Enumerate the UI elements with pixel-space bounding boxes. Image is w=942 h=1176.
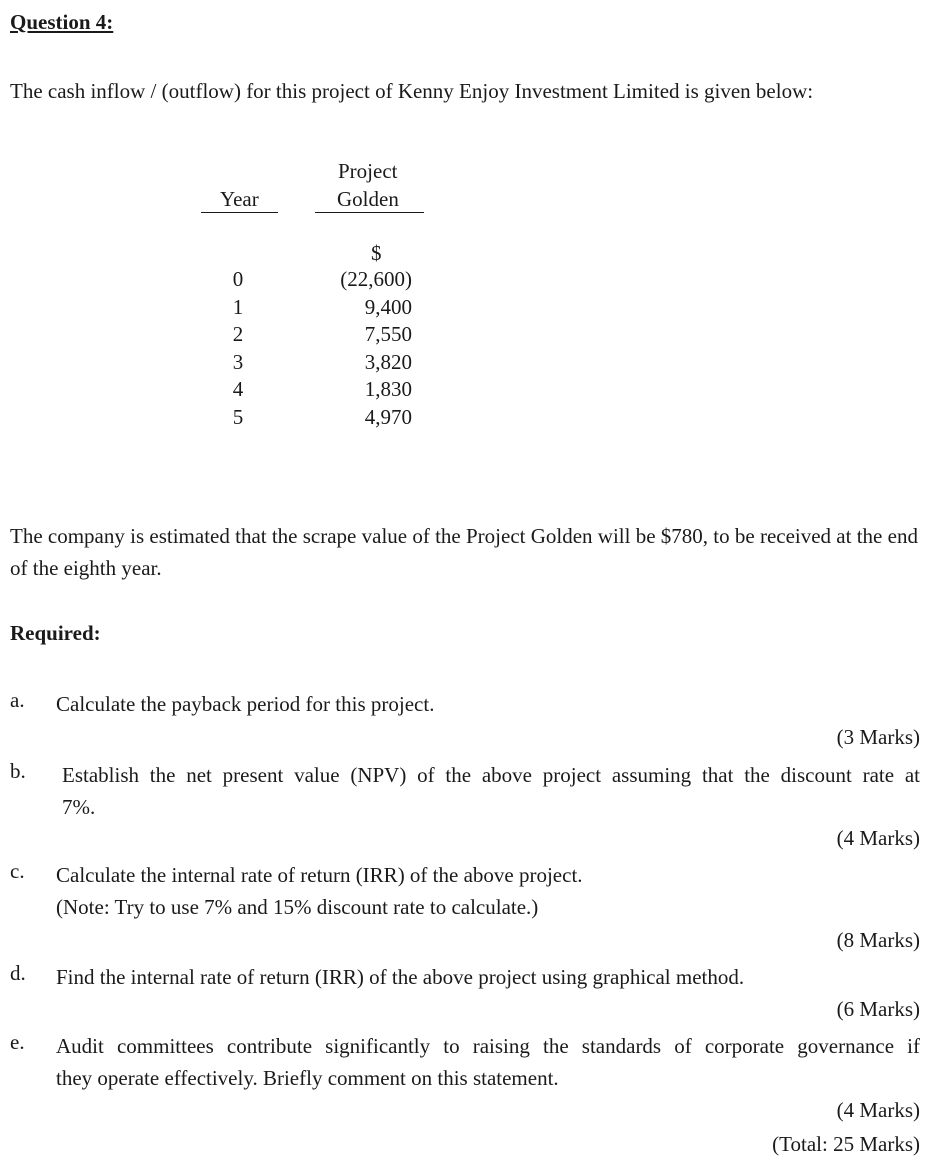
question-c-marks: (8 Marks) xyxy=(836,928,920,952)
year-header: Year xyxy=(220,187,259,211)
year-cell: 1 xyxy=(232,294,244,319)
question-b-text-line2: 7%. xyxy=(62,795,96,819)
question-b-letter: b. xyxy=(10,759,26,783)
project-header-line2: Golden xyxy=(337,187,399,211)
question-e-text-line2: they operate effectively. Briefly comment on this statement. xyxy=(56,1066,559,1090)
value-cell: 4,970 xyxy=(364,404,412,429)
required-heading: Required: xyxy=(10,621,101,645)
year-column xyxy=(226,266,250,431)
question-d-marks: (6 Marks) xyxy=(836,997,920,1021)
value-cell: 3,820 xyxy=(364,349,412,374)
value-column xyxy=(320,266,412,431)
year-cell: 3 xyxy=(232,349,244,374)
year-cell: 5 xyxy=(232,404,244,429)
project-header-underline xyxy=(315,212,424,213)
year-header-underline xyxy=(201,212,278,213)
value-cell: 1,830 xyxy=(364,377,412,401)
question-c-text-line1: Calculate the internal rate of return (IRR) of the above project. xyxy=(56,863,583,887)
question-e-letter: e. xyxy=(10,1030,25,1054)
value-cell: 9,400 xyxy=(364,294,412,319)
question-c-text-line2: (Note: Try to use 7% and 15% discount rate to calculate.) xyxy=(56,895,539,919)
project-header-line1: Project xyxy=(338,159,398,183)
question-b-marks: (4 Marks) xyxy=(836,826,920,850)
intro-text: The cash inflow / (outflow) for this project of Kenny Enjoy Investment Limited is given below: xyxy=(10,79,814,103)
question-title: Question 4: xyxy=(10,10,114,34)
year-cell: 0 xyxy=(232,267,244,291)
total-marks: (Total: 25 Marks) xyxy=(772,1132,920,1156)
question-b-text-line1: Establish the net present value (NPV) of the above project assuming that the discount rate at xyxy=(62,763,920,787)
question-e-marks: (4 Marks) xyxy=(836,1098,920,1122)
currency-symbol: $ xyxy=(371,241,382,265)
question-a-text: Calculate the payback period for this project. xyxy=(56,692,435,716)
question-d-letter: d. xyxy=(10,961,26,985)
question-a-letter: a. xyxy=(10,688,25,712)
question-e-text-line1: Audit committees contribute significantly to raising the standards of corporate governance if xyxy=(56,1034,920,1058)
question-d-text: Find the internal rate of return (IRR) of the above project using graphical method. xyxy=(56,965,745,989)
value-cell: (22,600) xyxy=(340,267,412,291)
year-cell: 2 xyxy=(232,322,244,346)
question-c-letter: c. xyxy=(10,859,25,883)
scrap-value-paragraph: The company is estimated that the scrape value of the Project Golden will be $780, to be received at the end of the eighth year. xyxy=(10,524,918,580)
question-a-marks: (3 Marks) xyxy=(836,725,920,749)
year-cell: 4 xyxy=(232,377,244,401)
value-cell: 7,550 xyxy=(364,322,412,346)
